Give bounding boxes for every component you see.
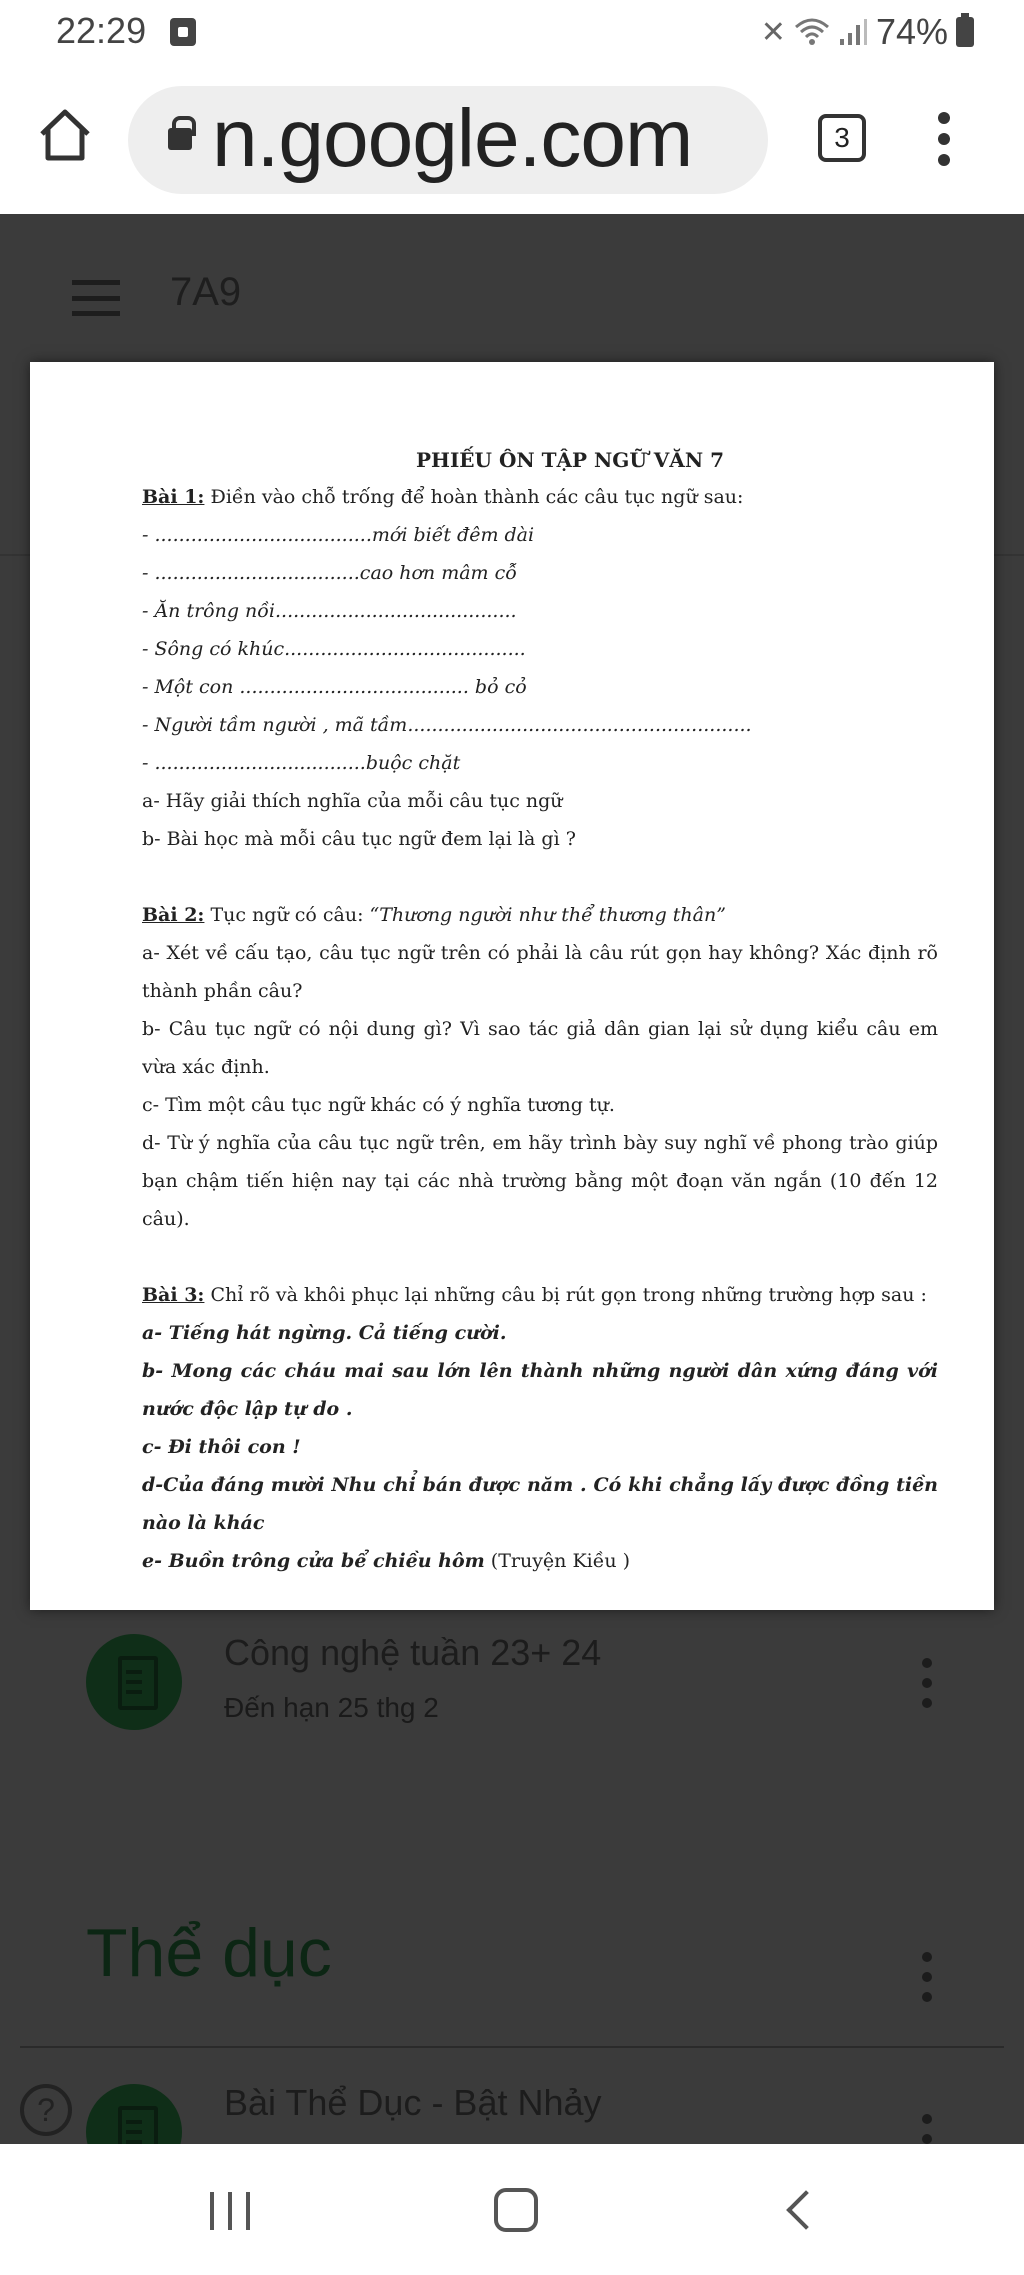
home-button-icon[interactable] xyxy=(494,2188,538,2232)
help-icon[interactable]: ? xyxy=(20,2084,72,2136)
question-line: b- Bài học mà mỗi câu tục ngữ đem lại là gì ? xyxy=(142,828,576,850)
question-line: a- Hãy giải thích nghĩa của mỗi câu tục ngữ xyxy=(142,790,563,812)
sentence-item: b- Mong các cháu mai sau lớn lên thành những người dân xứng đáng với nước độc lập tự do . xyxy=(142,1360,938,1420)
proverb-line: - Một con ...................................... bỏ cỏ xyxy=(142,676,527,698)
tab-count: 3 xyxy=(834,122,850,153)
proverb-line: - ....................................mới biết đêm dài xyxy=(142,524,535,546)
sentence-item: d-Của đáng mười Nhu chỉ bán được năm . Có khi chẳng lấy được đồng tiền nào là khác xyxy=(142,1474,938,1534)
assignment-item[interactable] xyxy=(0,1634,1024,1784)
sentence-item: e- Buồn trông cửa bể chiều hôm (Truyện Kiều ) xyxy=(142,1550,631,1572)
exercise-prompt: Bài 2: Tục ngữ có câu: “Thương người như thể thương thân” xyxy=(142,904,726,926)
hamburger-menu-icon[interactable] xyxy=(72,280,120,316)
address-bar[interactable] xyxy=(128,86,768,194)
status-bar xyxy=(0,0,1024,64)
home-icon[interactable] xyxy=(34,104,96,166)
exercise-prompt: Bài 1: Điền vào chỗ trống để hoàn thành các câu tục ngữ sau: xyxy=(142,486,744,508)
divider xyxy=(20,2046,1004,2048)
document-preview xyxy=(30,362,994,1610)
more-options-icon[interactable] xyxy=(920,1658,934,1708)
battery-icon xyxy=(956,17,974,47)
app-header xyxy=(0,214,1024,344)
battery-percent: 74% xyxy=(875,11,948,52)
browser-menu-icon[interactable] xyxy=(932,112,956,166)
proverb-line: - ..................................cao hơn mâm cỗ xyxy=(142,562,517,584)
browser-toolbar xyxy=(0,64,1024,214)
recent-apps-icon[interactable] xyxy=(210,2192,250,2230)
exercise-prompt: Bài 3: Chỉ rõ và khôi phục lại những câu bị rút gọn trong những trường hợp sau : xyxy=(142,1284,927,1306)
status-time: 22:29 xyxy=(56,10,147,51)
question-line: b- Câu tục ngữ có nội dung gì? Vì sao tác giả dân gian lại sử dụng kiểu câu em vừa xác định. xyxy=(142,1018,938,1078)
proverb-line: - Ăn trông nồi........................................ xyxy=(142,600,517,622)
assignment-icon xyxy=(86,1634,182,1730)
class-title: 7A9 xyxy=(170,270,242,314)
tab-switcher-button[interactable] xyxy=(818,114,866,162)
question-line: d- Từ ý nghĩa của câu tục ngữ trên, em hãy trình bày suy nghĩ về phong trào giúp bạn chậm tiến hiện nay tại các nhà trường bằng một đoạn văn ngắn (10 đến 12 câu). xyxy=(142,1132,938,1230)
sentence-item: c- Đi thôi con ! xyxy=(142,1436,301,1458)
signal-icon xyxy=(838,17,868,47)
assignment-due: Đến hạn 25 thg 2 xyxy=(224,1692,439,1723)
document-title: PHIẾU ÔN TẬP NGỮ VĂN 7 xyxy=(416,448,724,472)
assignment-title: Bài Thể Dục - Bật Nhảy xyxy=(224,2082,602,2123)
section-title: Thể dục xyxy=(86,1915,332,1991)
proverb-line: - Sông có khúc........................................ xyxy=(142,638,526,660)
proverb-line: - ...................................buộc chặt xyxy=(142,752,461,774)
mute-icon: ✕ xyxy=(760,14,786,50)
sentence-item: a- Tiếng hát ngừng. Cả tiếng cười. xyxy=(142,1322,507,1344)
system-nav-bar xyxy=(0,2144,1024,2275)
question-line: a- Xét về cấu tạo, câu tục ngữ trên có phải là câu rút gọn hay không? Xác định rõ thành phần câu? xyxy=(142,942,938,1002)
document-content xyxy=(142,442,938,1580)
url-text[interactable]: n.google.com xyxy=(212,93,693,184)
lock-icon xyxy=(168,128,192,150)
status-icons xyxy=(761,8,974,56)
assignment-title: Công nghệ tuần 23+ 24 xyxy=(224,1632,602,1673)
back-icon[interactable] xyxy=(786,2190,826,2230)
question-line: c- Tìm một câu tục ngữ khác có ý nghĩa tương tự. xyxy=(142,1094,615,1116)
notification-icon xyxy=(170,18,196,46)
proverb-line: - Người tầm người , mã tầm......................................................... xyxy=(142,714,752,736)
more-options-icon[interactable] xyxy=(920,1952,934,2002)
wifi-icon xyxy=(794,17,830,47)
